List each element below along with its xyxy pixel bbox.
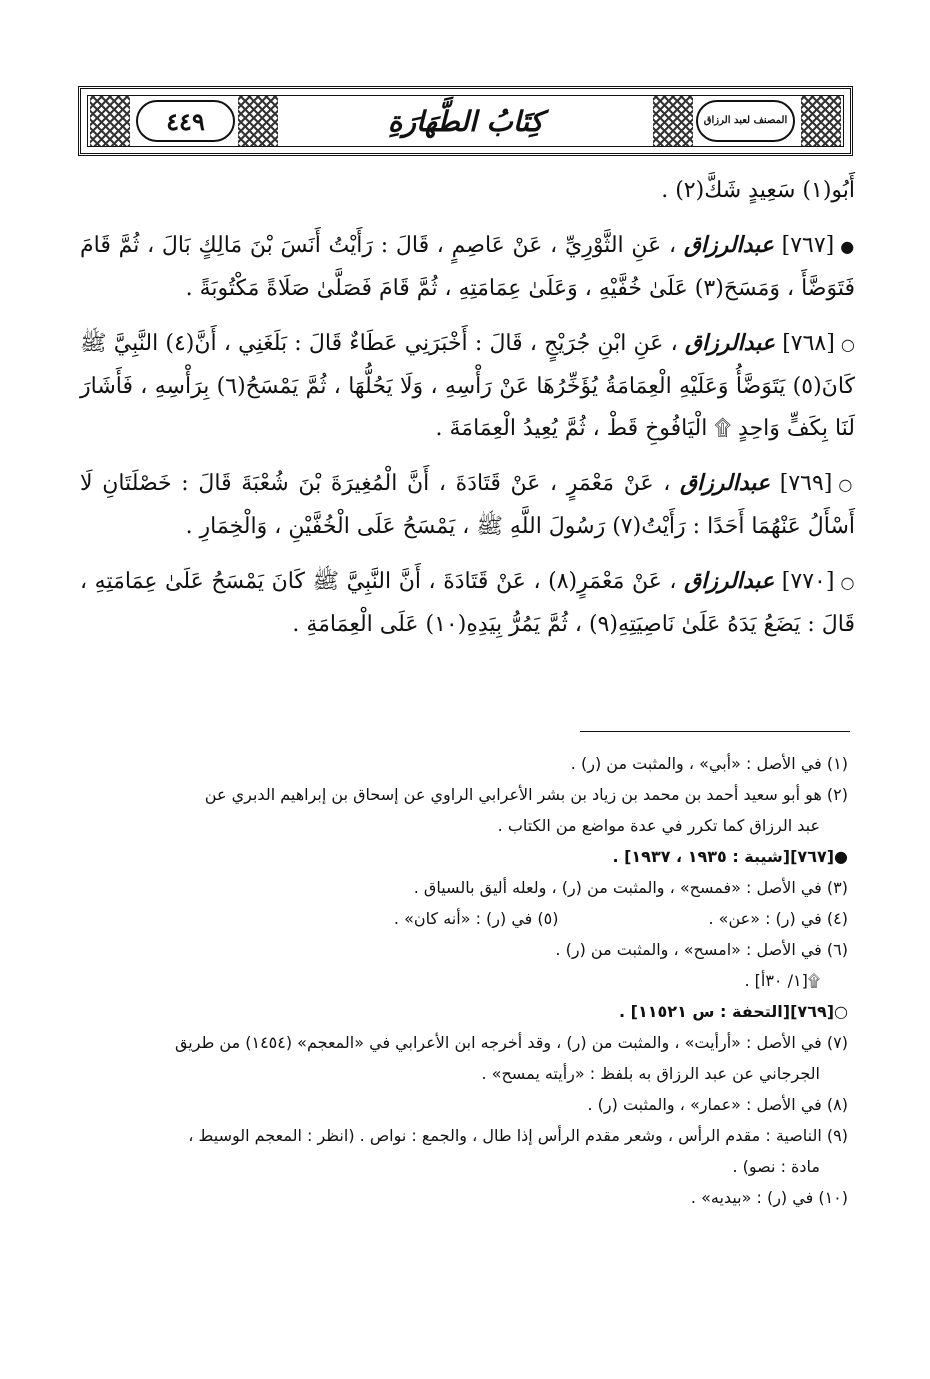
- narrator-name: عبدالرزاق: [683, 232, 774, 258]
- hadith-767: [80, 224, 855, 310]
- hadith-marker: ●: [840, 237, 855, 256]
- reference-767: ●[٧٦٧][شيبة : ١٩٣٥ ، ١٩٣٧] .: [612, 847, 848, 866]
- footnote-6: (٦) في الأصل : «امسح» ، والمثبت من (ر) .: [555, 940, 848, 959]
- reference-769: ○[٧٦٩][التحفة : س ١١٥٢١] .: [619, 1002, 848, 1021]
- hadith-768: [80, 322, 855, 450]
- chapter-title: كِتَابُ الطَّهَارَةِ: [387, 104, 544, 138]
- hadith-number: [٧٦٧]: [781, 233, 835, 258]
- hadith-number: [٧٦٩]: [779, 471, 833, 496]
- hadith-marker: ○: [840, 573, 855, 592]
- ornament-left-outer: [90, 96, 130, 146]
- hadith-770: [80, 560, 855, 646]
- footnote-2-continued: عبد الرزاق كما تكرر في عدة مواضع من الكتاب .: [497, 816, 820, 835]
- hadith-text: ، عَنْ مَعْمَرٍ(٨) ، عَنْ قَتَادَةَ ، أَنَّ النَّبِيَّ ﷺ كَانَ يَمْسَحُ عَلَىٰ عِمَامَتِهِ ، قَالَ : يَضَعُ يَدَهُ عَلَىٰ نَاصِيَتِهِ(٩) ، ثُمَّ يَمُرُّ بِيَدِهِ(١٠) عَلَى الْعِمَامَةِ .: [80, 569, 855, 637]
- footnotes: [80, 748, 848, 1213]
- page-number: ٤٤٩: [136, 100, 235, 142]
- header-frame: [87, 95, 844, 147]
- narrator-name: عبدالرزاق: [684, 330, 775, 356]
- footnote-7-continued: الجرجاني عن عبد الرزاق به بلفظ : «رأيته يمسح» .: [481, 1064, 820, 1083]
- footnote-4: (٤) في (ر) : «عن» .: [708, 909, 848, 928]
- hadith-number: [٧٧٠]: [781, 569, 835, 594]
- hadith-text: ، عَنِ الثَّوْرِيِّ ، عَنْ عَاصِمٍ ، قَالَ : رَأَيْتُ أَنَسَ بْنَ مَالِكٍ بَالَ ، ثُمَّ قَامَ فَتَوَضَّأَ ، وَمَسَحَ(٣) عَلَىٰ خُفَّيْهِ ، وَعَلَىٰ عِمَامَتِهِ ، ثُمَّ قَامَ فَصَلَّىٰ صَلَاةً مَكْتُوبَةً .: [80, 233, 855, 301]
- footnote-1: (١) في الأصل : «أبي» ، والمثبت من (ر) .: [570, 754, 848, 773]
- continuation-line: أَبُو(١) سَعِيدٍ شَكَّ(٢) .: [661, 178, 855, 203]
- footnote-5: (٥) في (ر) : «أنه كان» .: [393, 909, 559, 928]
- page-header: [78, 86, 853, 156]
- footnote-divider: [580, 731, 850, 732]
- hadith-769: [80, 462, 855, 548]
- footnote-10: (١٠) في (ر) : «بيديه» .: [690, 1188, 848, 1207]
- narrator-name: عبدالرزاق: [684, 568, 775, 594]
- hadith-marker: ○: [840, 335, 855, 354]
- hadith-marker: ○: [838, 475, 855, 494]
- narrator-name: عبدالرزاق: [679, 470, 771, 496]
- footnote-3: (٣) في الأصل : «فمسح» ، والمثبت من (ر) ، ولعله أليق بالسياق .: [413, 878, 848, 897]
- hadith-text: ، عَنْ مَعْمَرٍ ، عَنْ قَتَادَةَ ، أَنَّ الْمُغِيرَةَ بْنَ شُعْبَةَ قَالَ : خَصْلَتَانِ لَا أَسْأَلُ عَنْهُمَا أَحَدًا : رَأَيْتُ(٧) رَسُولَ اللَّهِ ﷺ ، يَمْسَحُ عَلَى الْخُفَّيْنِ ، وَالْخِمَارِ .: [80, 471, 855, 539]
- footnote-8: (٨) في الأصل : «عمار» ، والمثبت (ر) .: [587, 1095, 848, 1114]
- footnote-7: (٧) في الأصل : «أرأيت» ، والمثبت من (ر) ، وقد أخرجه ابن الأعرابي في «المعجم» (١٤٥٤) من طريق: [174, 1033, 848, 1052]
- footnote-9: (٩) الناصية : مقدم الرأس ، وشعر مقدم الرأس إذا طال ، والجمع : نواص . (انظر : المعجم الوسيط ،: [188, 1126, 848, 1145]
- footnote-2: (٢) هو أبو سعيد أحمد بن محمد بن زياد بن بشر الأعرابي الراوي عن إسحاق بن إبراهيم الدبري عن: [204, 785, 848, 804]
- book-logo: المصنف لعبد الرزاق: [696, 100, 795, 142]
- folio-reference: ۩[١/ ٣٠أ] .: [744, 971, 820, 990]
- ornament-right-outer: [801, 96, 841, 146]
- footnote-9-continued: مادة : نصو) .: [732, 1157, 820, 1176]
- main-text: [80, 170, 855, 658]
- ornament-left-inner: [238, 96, 278, 146]
- hadith-number: [٧٦٨]: [782, 331, 835, 356]
- ornament-right-inner: [653, 96, 693, 146]
- hadith-text: ، عَنِ ابْنِ جُرَيْجٍ ، قَالَ : أَخْبَرَنِي عَطَاءٌ قَالَ : بَلَغَنِي ، أَنَّ(٤) النَّبِيَّ ﷺ كَانَ(٥) يَتَوَضَّأُ وَعَلَيْهِ الْعِمَامَةُ يُؤَخِّرُهَا عَنْ رَأْسِهِ ، وَلَا يَحُلُّهَا ، ثُمَّ يَمْسَحُ(٦) بِرَأْسِهِ ، فَأَشَارَ لَنَا بِكَفٍّ وَاحِدٍ ۩ الْيَافُوخِ قَطْ ، ثُمَّ يُعِيدُ الْعِمَامَةَ .: [80, 331, 856, 441]
- footnote-row-4-5: [80, 903, 848, 934]
